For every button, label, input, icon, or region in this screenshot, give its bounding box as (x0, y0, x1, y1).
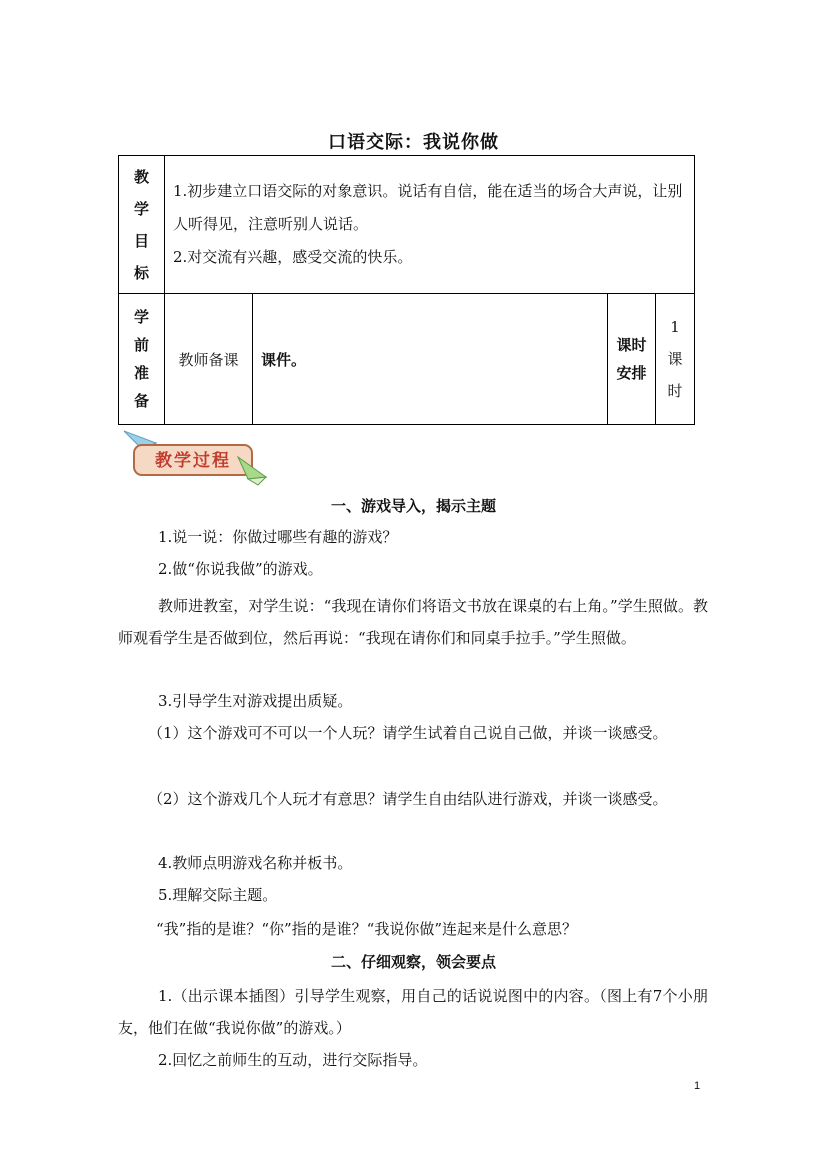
goal-item: 2.对交流有兴趣，感受交流的快乐。 (173, 248, 413, 266)
paragraph: 1.（出示课本插图）引导学生观察，用自己的话说说图中的内容。（图上有7个小朋友，他们在做“我说你做”的游戏。） (118, 987, 708, 1037)
teacher-prep-label: 教师备课 (165, 294, 253, 425)
section-heading: 二、仔细观察，领会要点 (330, 953, 496, 971)
paragraph: （1）这个游戏可不可以一个人玩？请学生试着自己说自己做，并谈一谈感受。 (148, 724, 668, 742)
paragraph: 教师进教室，对学生说：“我现在请你们将语文书放在课桌的右上角。”学生照做。教师观看学生是否做到位，然后再说：“我现在请你们和同桌手拉手。”学生照做。 (118, 597, 708, 647)
goal-label-text: 教学目标 (133, 167, 149, 282)
page-number: 1 (694, 1080, 701, 1092)
paragraph: 4.教师点明游戏名称并板书。 (158, 854, 353, 872)
prep-label-text: 学前准备 (133, 308, 149, 410)
schedule-label (608, 294, 656, 425)
schedule-label-text: 课时安排 (616, 336, 647, 382)
goal-content (165, 156, 695, 294)
teaching-process-badge (120, 427, 270, 487)
paragraph: （2）这个游戏几个人玩才有意思？请学生自由结队进行游戏，并谈一谈感受。 (148, 790, 668, 808)
page-title: 口语交际：我说你做 (328, 132, 499, 153)
teacher-prep-value: 课件。 (253, 294, 608, 425)
badge-text: 教学过程 (155, 451, 231, 471)
paragraph: 3.引导学生对游戏提出质疑。 (158, 692, 353, 710)
schedule-value (656, 294, 695, 425)
schedule-value-text: 1课时 (667, 318, 683, 400)
paragraph: “我”指的是谁？“你”指的是谁？“我说你做”连起来是什么意思？ (156, 920, 578, 938)
paragraph: 5.理解交际主题。 (158, 886, 278, 904)
lesson-info-table (118, 155, 695, 425)
paragraph: 1.说一说：你做过哪些有趣的游戏？ (158, 528, 398, 546)
paragraph: 2.回忆之前师生的互动，进行交际指导。 (158, 1051, 428, 1069)
goal-label (119, 156, 165, 294)
paragraph: 2.做“你说我做”的游戏。 (158, 560, 323, 578)
prep-label (119, 294, 165, 425)
goal-item: 1.初步建立口语交际的对象意识。说话有自信，能在适当的场合大声说，让别人听得见，注意听别人说话。 (173, 182, 683, 233)
section-heading: 一、游戏导入，揭示主题 (330, 497, 496, 515)
